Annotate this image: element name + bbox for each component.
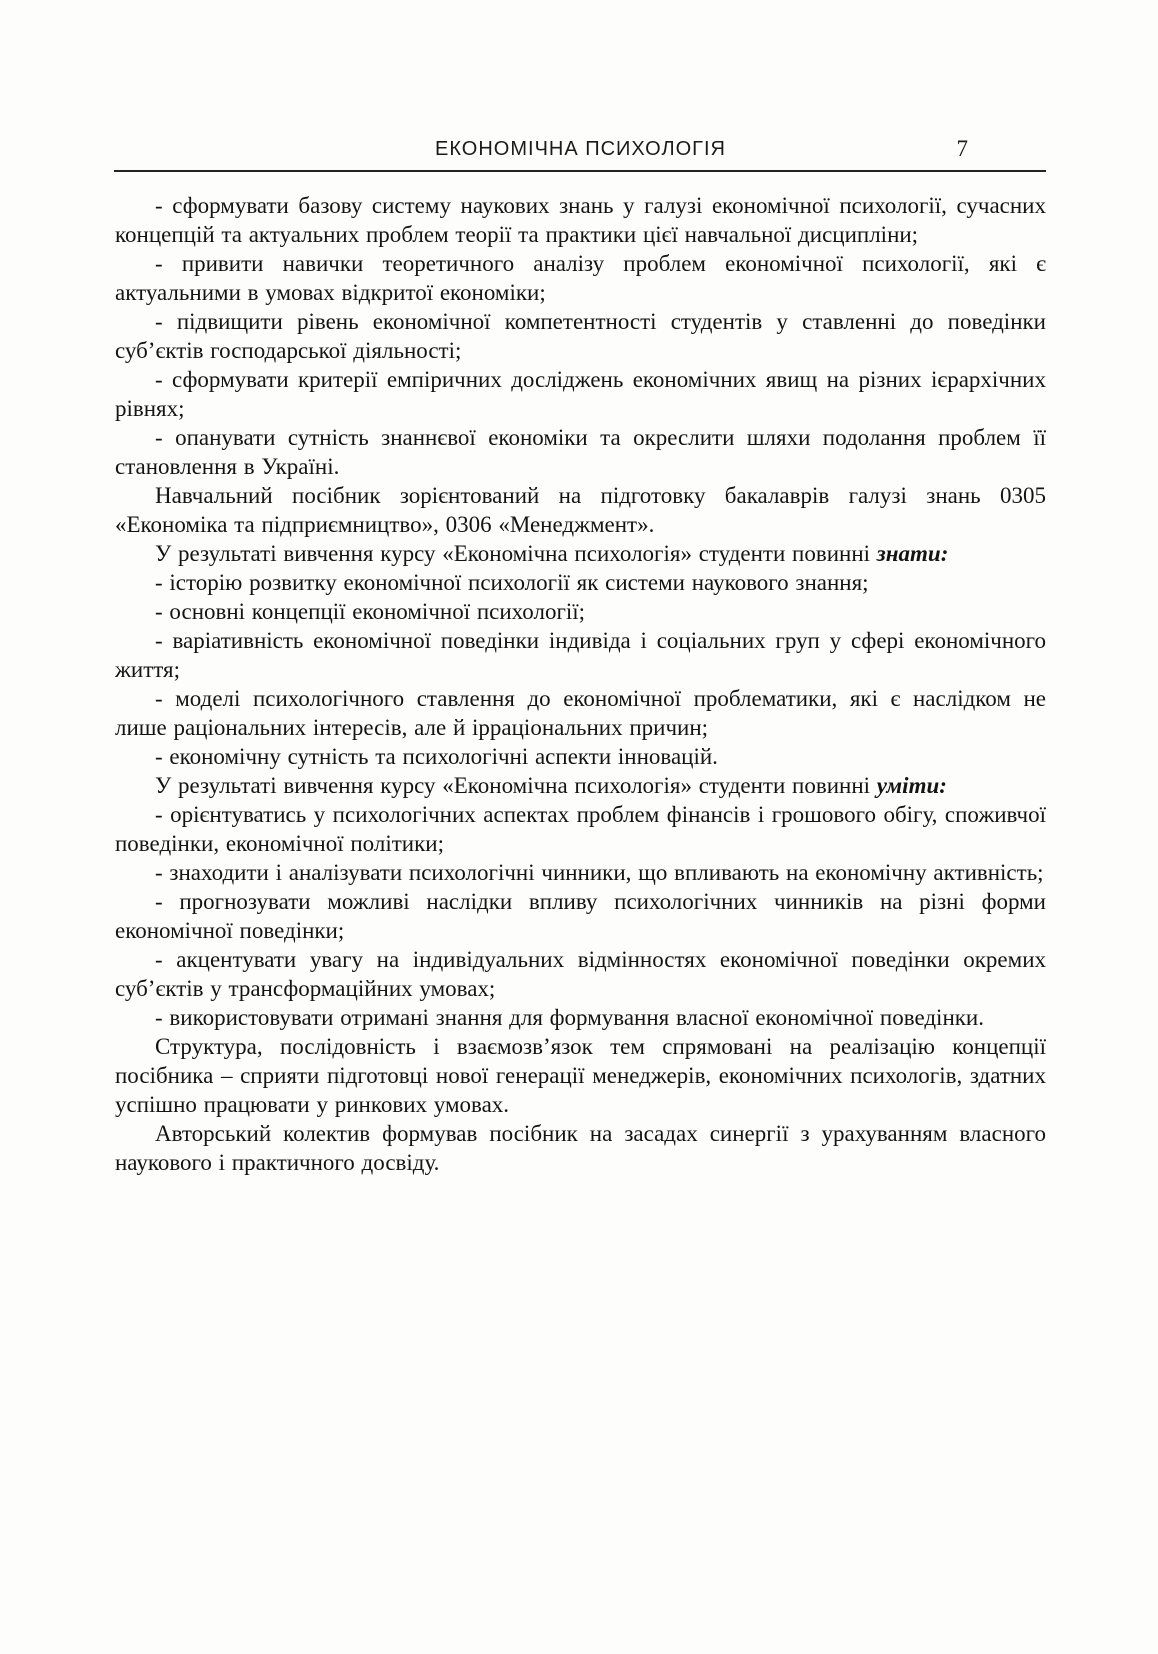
list-item-paragraph bbox=[115, 626, 1046, 684]
list-item-paragraph bbox=[115, 307, 1046, 365]
list-item-paragraph bbox=[115, 684, 1046, 742]
paragraph bbox=[115, 1119, 1046, 1177]
text-run: - опанувати сутність знаннєвої економіки та окреслити шляхи подолання проблем її становлення в Україні. bbox=[115, 425, 1046, 479]
list-item-paragraph bbox=[115, 742, 1046, 771]
text-run: - привити навички теоретичного аналізу проблем економічної психології, які є актуальними в умовах відкритої економіки; bbox=[115, 251, 1046, 305]
list-item-paragraph bbox=[115, 423, 1046, 481]
list-item-paragraph bbox=[115, 945, 1046, 1003]
paragraph bbox=[115, 539, 1046, 568]
page-number: 7 bbox=[956, 136, 968, 161]
paragraph bbox=[115, 481, 1046, 539]
header-rule bbox=[114, 170, 1046, 172]
emphasized-text-run: знати: bbox=[876, 541, 949, 566]
emphasized-text-run: уміти: bbox=[876, 773, 947, 798]
running-title: ЕКОНОМІЧНА ПСИХОЛОГІЯ bbox=[435, 138, 726, 160]
page-body bbox=[115, 191, 1046, 1177]
text-run: - основні концепції економічної психології; bbox=[155, 599, 586, 624]
text-run: - сформувати базову систему наукових знань у галузі економічної психології, сучасних концепцій та актуальних проблем теорії та практики цієї навчальної дисципліни; bbox=[115, 193, 1046, 247]
paragraph bbox=[115, 771, 1046, 800]
list-item-paragraph bbox=[115, 568, 1046, 597]
text-run: - варіативність економічної поведінки індивіда і соціальних груп у сфері економічного життя; bbox=[115, 628, 1046, 682]
text-run: - використовувати отримані знання для формування власної економічної поведінки. bbox=[155, 1005, 984, 1030]
list-item-paragraph bbox=[115, 858, 1046, 887]
text-run: У результаті вивчення курсу «Економічна психологія» студенти повинні bbox=[155, 773, 877, 798]
text-run: - прогнозувати можливі наслідки впливу психологічних чинників на різні форми економічної поведінки; bbox=[115, 889, 1046, 943]
page-header bbox=[115, 138, 1046, 161]
list-item-paragraph bbox=[115, 887, 1046, 945]
list-item-paragraph bbox=[115, 365, 1046, 423]
list-item-paragraph bbox=[115, 249, 1046, 307]
list-item-paragraph bbox=[115, 1003, 1046, 1032]
text-run: - сформувати критерії емпіричних досліджень економічних явищ на різних ієрархічних рівнях; bbox=[115, 367, 1046, 421]
list-item-paragraph bbox=[115, 191, 1046, 249]
text-run: - історію розвитку економічної психології як системи наукового знання; bbox=[155, 570, 869, 595]
text-run: У результаті вивчення курсу «Економічна психологія» студенти повинні bbox=[155, 541, 877, 566]
text-run: - акцентувати увагу на індивідуальних відмінностях економічної поведінки окремих суб’єктів у трансформаційних умовах; bbox=[115, 947, 1046, 1001]
text-run: - орієнтуватись у психологічних аспектах проблем фінансів і грошового обігу, споживчої поведінки, економічної політики; bbox=[115, 802, 1046, 856]
text-run: - знаходити і аналізувати психологічні чинники, що впливають на економічну активність; bbox=[155, 860, 1044, 885]
list-item-paragraph bbox=[115, 597, 1046, 626]
text-run: Навчальний посібник зорієнтований на підготовку бакалаврів галузі знань 0305 «Економіка та підприємництво», 0306 «Менеджмент». bbox=[115, 483, 1046, 537]
text-run: - моделі психологічного ставлення до економічної проблематики, які є наслідком не лише раціональних інтересів, але й ірраціональних причин; bbox=[115, 686, 1046, 740]
text-run: - підвищити рівень економічної компетентності студентів у ставленні до поведінки суб’єктів господарської діяльності; bbox=[115, 309, 1046, 363]
text-run: Структура, послідовність і взаємозв’язок тем спрямовані на реалізацію концепції посібника – сприяти підготовці нової генерації менеджерів, економічних психологів, здатних успішно працювати у ринкових умовах. bbox=[115, 1034, 1046, 1117]
list-item-paragraph bbox=[115, 800, 1046, 858]
paragraph bbox=[115, 1032, 1046, 1119]
text-run: - економічну сутність та психологічні аспекти інновацій. bbox=[155, 744, 718, 769]
text-run: Авторський колектив формував посібник на засадах синергії з урахуванням власного наукового і практичного досвіду. bbox=[115, 1121, 1046, 1175]
